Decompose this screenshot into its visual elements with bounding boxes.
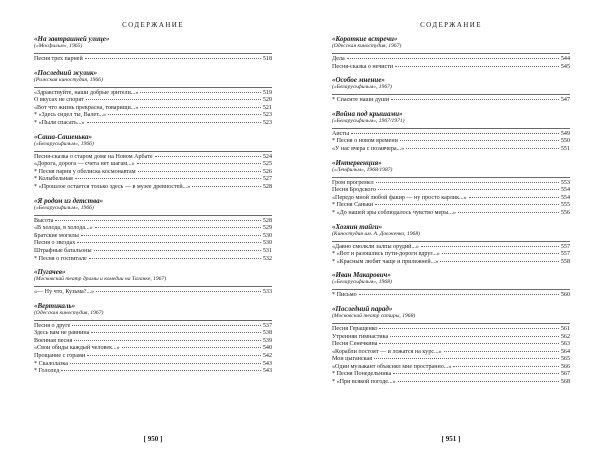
entry-page-number: 540	[262, 345, 272, 352]
entry-page-number: 526	[262, 168, 272, 175]
entry-title: «Давно смолкли залпы орудий...»	[332, 243, 419, 250]
entry-title: * «До нашей эры соблюдалось чувство меры...»	[332, 209, 456, 216]
dot-leader	[406, 148, 559, 149]
section-header	[332, 110, 570, 129]
dot-leader	[87, 122, 261, 123]
dot-leader	[108, 114, 261, 115]
dot-leader	[91, 332, 261, 333]
dot-leader	[374, 358, 559, 359]
section-title: «Интервенция»	[332, 158, 382, 167]
dot-leader	[398, 381, 559, 382]
entry-title: * Песня Саньки	[332, 202, 374, 209]
section-note: («Беларусьфильм», 1968)	[332, 279, 392, 286]
entry-page-number: 557	[560, 251, 570, 258]
toc-content	[34, 35, 272, 381]
toc-entry	[34, 105, 272, 113]
toc-entry	[34, 176, 272, 184]
section-header	[34, 268, 272, 287]
section-title: «Пугачев»	[34, 268, 66, 277]
section-note: («Беларусьфильм», 1966)	[34, 140, 94, 147]
section-title: «Последний жулик»	[34, 68, 98, 77]
dot-leader	[70, 363, 261, 364]
toc-section	[332, 223, 570, 267]
entry-title: «Корабли постоят — и ложатся на курс...»	[332, 348, 442, 355]
right-page	[332, 0, 570, 450]
dot-leader	[85, 58, 261, 59]
entry-page-number: 560	[560, 292, 570, 299]
toc-entry	[332, 138, 570, 146]
section-note: («Беларусьфильм», 1967)	[332, 84, 392, 91]
toc-entry	[332, 371, 570, 379]
dot-leader	[453, 366, 558, 367]
entry-page-number: 531	[262, 247, 272, 254]
toc-entry	[34, 90, 272, 98]
section-header	[34, 69, 272, 88]
section-header	[332, 223, 570, 242]
toc-entry	[332, 146, 570, 154]
section-header	[332, 271, 570, 290]
toc-entry	[34, 240, 272, 248]
entry-title: «Свои обиды каждый человек...»	[34, 345, 120, 352]
toc-entry	[332, 326, 570, 334]
section-title: «Хозяин тайги»	[332, 222, 383, 231]
toc-section	[34, 69, 272, 128]
dot-leader	[347, 58, 559, 59]
entry-title: Песня о звездах	[34, 240, 76, 247]
dot-leader	[351, 133, 559, 134]
entry-page-number: 566	[560, 363, 570, 370]
section-title: «Короткие встречи»	[332, 35, 398, 43]
entry-page-number: 525	[262, 161, 272, 168]
section-title: «Последний парад»	[332, 304, 393, 313]
dot-leader	[87, 355, 261, 356]
entry-page-number: 568	[560, 379, 570, 386]
section-title: «Особое мнение»	[332, 76, 385, 85]
entry-page-number: 564	[560, 348, 570, 355]
dot-leader	[137, 163, 261, 164]
entry-page-number: 554	[560, 194, 570, 201]
toc-section	[34, 302, 272, 376]
dot-leader	[61, 370, 261, 371]
entry-title: «В холода, в холода...»	[34, 225, 93, 232]
toc-entry	[332, 210, 570, 218]
dot-leader	[86, 99, 261, 100]
entry-page-number: 523	[262, 112, 272, 119]
entry-title: «У нас вчера с позавчера...»	[332, 145, 405, 152]
toc-entry	[332, 349, 570, 357]
dot-leader	[421, 246, 559, 247]
entry-page-number: 551	[560, 145, 570, 152]
entry-title: * Спасите наши души	[332, 97, 390, 104]
entry-page-number: 544	[560, 56, 570, 62]
entry-page-number: 565	[560, 356, 570, 363]
toc-entry	[34, 323, 272, 331]
toc-entry	[332, 356, 570, 364]
toc-entry	[34, 56, 272, 64]
entry-title: Здесь вам не равнина	[34, 330, 90, 337]
entry-title: * Колыбельная	[34, 176, 73, 183]
running-head: СОДЕРЖАНИЕ	[420, 21, 482, 29]
entry-page-number: 538	[262, 330, 272, 337]
toc-entry	[332, 56, 570, 64]
dot-leader	[359, 294, 559, 295]
section-title: «Война под крышами»	[332, 109, 403, 118]
section-note: («Беларусьфильм», 1967/1971)	[332, 117, 405, 124]
toc-entry	[332, 379, 570, 387]
toc-entry	[34, 97, 272, 105]
entry-title: Песня-сказка о старом доме на Новом Арбате	[34, 153, 153, 160]
dot-leader	[122, 347, 261, 348]
section-title: «Я родом из детства»	[34, 196, 104, 205]
entry-title: «Здравствуйте, наши добрые зрители...»	[34, 89, 139, 96]
toc-section	[332, 35, 570, 71]
dot-leader	[155, 156, 261, 157]
section-note: (Киностудия им. А. Довженко, 1968)	[332, 230, 421, 237]
dot-leader	[395, 66, 559, 67]
entry-page-number: 549	[560, 130, 570, 137]
entry-title: Военная песня	[34, 337, 73, 344]
toc-entry	[34, 368, 272, 376]
entry-title: Песня Бродского	[332, 187, 376, 194]
dot-leader	[444, 351, 559, 352]
toc-section	[34, 197, 272, 264]
toc-entry	[332, 251, 570, 259]
toc-entry	[332, 195, 570, 203]
entry-title: Песня-сказка о нечисти	[332, 63, 394, 70]
entry-page-number: 558	[560, 258, 570, 265]
toc-section	[332, 76, 570, 105]
toc-entry	[332, 97, 570, 105]
entry-title: * Песня Понедельника	[332, 371, 392, 378]
entry-title: Аисты	[332, 130, 350, 137]
toc-entry	[34, 218, 272, 226]
entry-title: * «Вот и разошлись пути-дороги вдруг...»	[332, 251, 440, 258]
entry-title: Гром прогремел	[332, 179, 374, 186]
entry-page-number: 524	[262, 153, 272, 160]
entry-page-number: 528	[262, 217, 272, 224]
entry-title: «Вот что жизнь прекрасна, товарищи...»	[34, 104, 139, 111]
toc-entry	[332, 292, 570, 300]
dot-leader	[375, 204, 559, 205]
entry-page-number: 545	[560, 63, 570, 70]
entry-title: Прощание с горами	[34, 353, 86, 360]
entry-page-number: 563	[560, 341, 570, 348]
toc-entry	[332, 364, 570, 372]
dot-leader	[400, 140, 559, 141]
section-header	[332, 159, 570, 178]
toc-entry	[332, 131, 570, 139]
toc-section	[332, 271, 570, 300]
dot-leader	[96, 291, 261, 292]
entry-page-number: 561	[560, 325, 570, 332]
entry-title: «— Ну что, Кузьма?...»	[34, 289, 95, 296]
dot-leader	[391, 99, 559, 100]
entry-page-number: 527	[262, 176, 272, 183]
dot-leader	[393, 373, 559, 374]
entry-title: * «При всякой погоде...»	[332, 379, 396, 386]
dot-leader	[77, 242, 261, 243]
toc-entry	[332, 202, 570, 210]
entry-title: Утренняя гимнастика	[332, 333, 389, 340]
entry-title: * «Здесь сидел ты, Валет...»	[34, 112, 107, 119]
entry-title: * Песня о госпитале	[34, 255, 87, 262]
toc-entry	[34, 361, 272, 369]
toc-entry	[34, 330, 272, 338]
entry-page-number: 556	[560, 209, 570, 216]
section-header	[332, 35, 570, 54]
toc-entry	[332, 180, 570, 188]
entry-page-number: 553	[560, 179, 570, 186]
toc-entry	[34, 353, 272, 361]
entry-page-number: 532	[262, 255, 272, 262]
dot-leader	[94, 250, 261, 251]
toc-entry	[34, 248, 272, 256]
entry-title: * «Прошлое остается только здесь — в музее древностей...»	[34, 183, 191, 190]
entry-page-number: 520	[262, 97, 272, 104]
toc-content	[332, 35, 570, 392]
entry-page-number: 530	[262, 240, 272, 247]
entry-title: * Скалолазка	[34, 360, 68, 367]
dot-leader	[55, 220, 261, 221]
entry-title: Песня Сенечкина	[332, 341, 378, 348]
entry-page-number: 518	[262, 56, 272, 62]
entry-page-number: 543	[262, 368, 272, 375]
dot-leader	[81, 235, 261, 236]
entry-title: Дела	[332, 56, 345, 62]
entry-title: Песня трех парней	[34, 56, 83, 62]
entry-title: Песня о друге	[34, 322, 71, 329]
entry-page-number: 539	[262, 337, 272, 344]
section-header	[332, 76, 570, 95]
entry-page-number: 543	[262, 360, 272, 367]
dot-leader	[75, 178, 261, 179]
entry-page-number: 554	[560, 187, 570, 194]
entry-page-number: 523	[262, 119, 272, 126]
dot-leader	[376, 182, 559, 183]
entry-title: * «Пыля спасать...»	[34, 119, 85, 126]
toc-entry	[332, 341, 570, 349]
dot-leader	[442, 253, 559, 254]
dot-leader	[140, 92, 260, 93]
entry-title: Штрафные батальоны	[34, 247, 92, 254]
page-number: [ 950 ]	[143, 435, 163, 443]
section-header	[332, 305, 570, 324]
toc-entry	[34, 161, 272, 169]
dot-leader	[192, 186, 261, 187]
section-note: («Ленфильм», 1968/1987)	[332, 166, 393, 173]
dot-leader	[469, 197, 559, 198]
toc-entry	[34, 256, 272, 264]
entry-page-number: 519	[262, 89, 272, 96]
section-note: («Мосфильм», 1965)	[34, 43, 83, 49]
section-header	[34, 133, 272, 152]
toc-section	[332, 159, 570, 218]
dot-leader	[379, 328, 558, 329]
entry-title: О вкусах не спорят	[34, 97, 84, 104]
entry-page-number: 521	[262, 104, 272, 111]
section-note: (Московский театр драмы и комедии на Таганке, 1967)	[34, 276, 167, 283]
entry-title: * Песня парня у обелиска космонавтам	[34, 168, 136, 175]
entry-page-number: 533	[262, 289, 272, 296]
entry-page-number: 547	[560, 97, 570, 104]
dot-leader	[378, 189, 559, 190]
dot-leader	[440, 261, 559, 262]
dot-leader	[140, 107, 260, 108]
entry-page-number: 529	[262, 225, 272, 232]
page-number: [ 951 ]	[441, 435, 461, 443]
toc-entry	[332, 64, 570, 72]
section-header	[34, 35, 272, 54]
entry-title: Братские могилы	[34, 232, 79, 239]
entry-title: Песня Геращенко	[332, 325, 378, 332]
entry-page-number: 530	[262, 232, 272, 239]
toc-entry	[34, 289, 272, 297]
dot-leader	[95, 227, 261, 228]
toc-section	[332, 110, 570, 154]
dot-leader	[138, 171, 261, 172]
left-page	[34, 0, 272, 450]
entry-page-number: 555	[560, 202, 570, 209]
toc-entry	[34, 233, 272, 241]
toc-entry	[332, 334, 570, 342]
entry-title: «Передо мной любой факир — ну просто карлик...»	[332, 194, 467, 201]
section-title: «На завтрашней улице»	[34, 35, 110, 43]
section-title: «Вертикаль»	[34, 301, 76, 310]
entry-title: * «Красным любят чаще и прилежней...»	[332, 258, 439, 265]
entry-title: * Гололед	[34, 368, 60, 375]
entry-page-number: 550	[560, 138, 570, 145]
dot-leader	[379, 343, 558, 344]
entry-page-number: 542	[262, 353, 272, 360]
section-note: (Одесская киностудия, 1967)	[34, 309, 104, 316]
toc-entry	[34, 154, 272, 162]
entry-title: Высота	[34, 217, 54, 224]
entry-title: «Один музыкант объяснял мне пространно...»	[332, 363, 452, 370]
section-header	[34, 197, 272, 216]
entry-page-number: 562	[560, 333, 570, 340]
section-title: «Иван Макарович»	[332, 271, 391, 280]
section-note: (Одесская киностудия, 1967)	[332, 43, 402, 49]
section-note: («Беларусьфильм», 1966)	[34, 204, 94, 211]
toc-section	[34, 133, 272, 192]
toc-entry	[34, 184, 272, 192]
toc-entry	[332, 259, 570, 267]
dot-leader	[390, 336, 559, 337]
section-title: «Саша-Сашенька»	[34, 132, 92, 141]
dot-leader	[72, 325, 261, 326]
section-header	[34, 302, 272, 321]
toc-entry	[34, 225, 272, 233]
dot-leader	[89, 258, 261, 259]
toc-section	[34, 35, 272, 64]
entry-title: Мои цыганская	[332, 356, 372, 363]
section-note: (Московский театр сатиры, 1968)	[332, 312, 416, 319]
toc-entry	[34, 345, 272, 353]
section-note: (Рижская киностудия, 1966)	[34, 76, 103, 83]
entry-page-number: 537	[262, 322, 272, 329]
entry-title: «Дорога, дорога — счета нет шагам...»	[34, 161, 135, 168]
entry-page-number: 557	[560, 243, 570, 250]
toc-entry	[34, 112, 272, 120]
toc-section	[34, 268, 272, 297]
entry-title: * Песня о новом времени	[332, 138, 398, 145]
toc-section	[332, 305, 570, 387]
dot-leader	[74, 340, 261, 341]
toc-entry	[332, 244, 570, 252]
entry-page-number: 528	[262, 183, 272, 190]
entry-page-number: 567	[560, 371, 570, 378]
toc-entry	[34, 120, 272, 128]
running-head: СОДЕРЖАНИЕ	[122, 21, 184, 29]
entry-title: * Письмо	[332, 292, 357, 299]
toc-entry	[332, 187, 570, 195]
dot-leader	[458, 212, 559, 213]
